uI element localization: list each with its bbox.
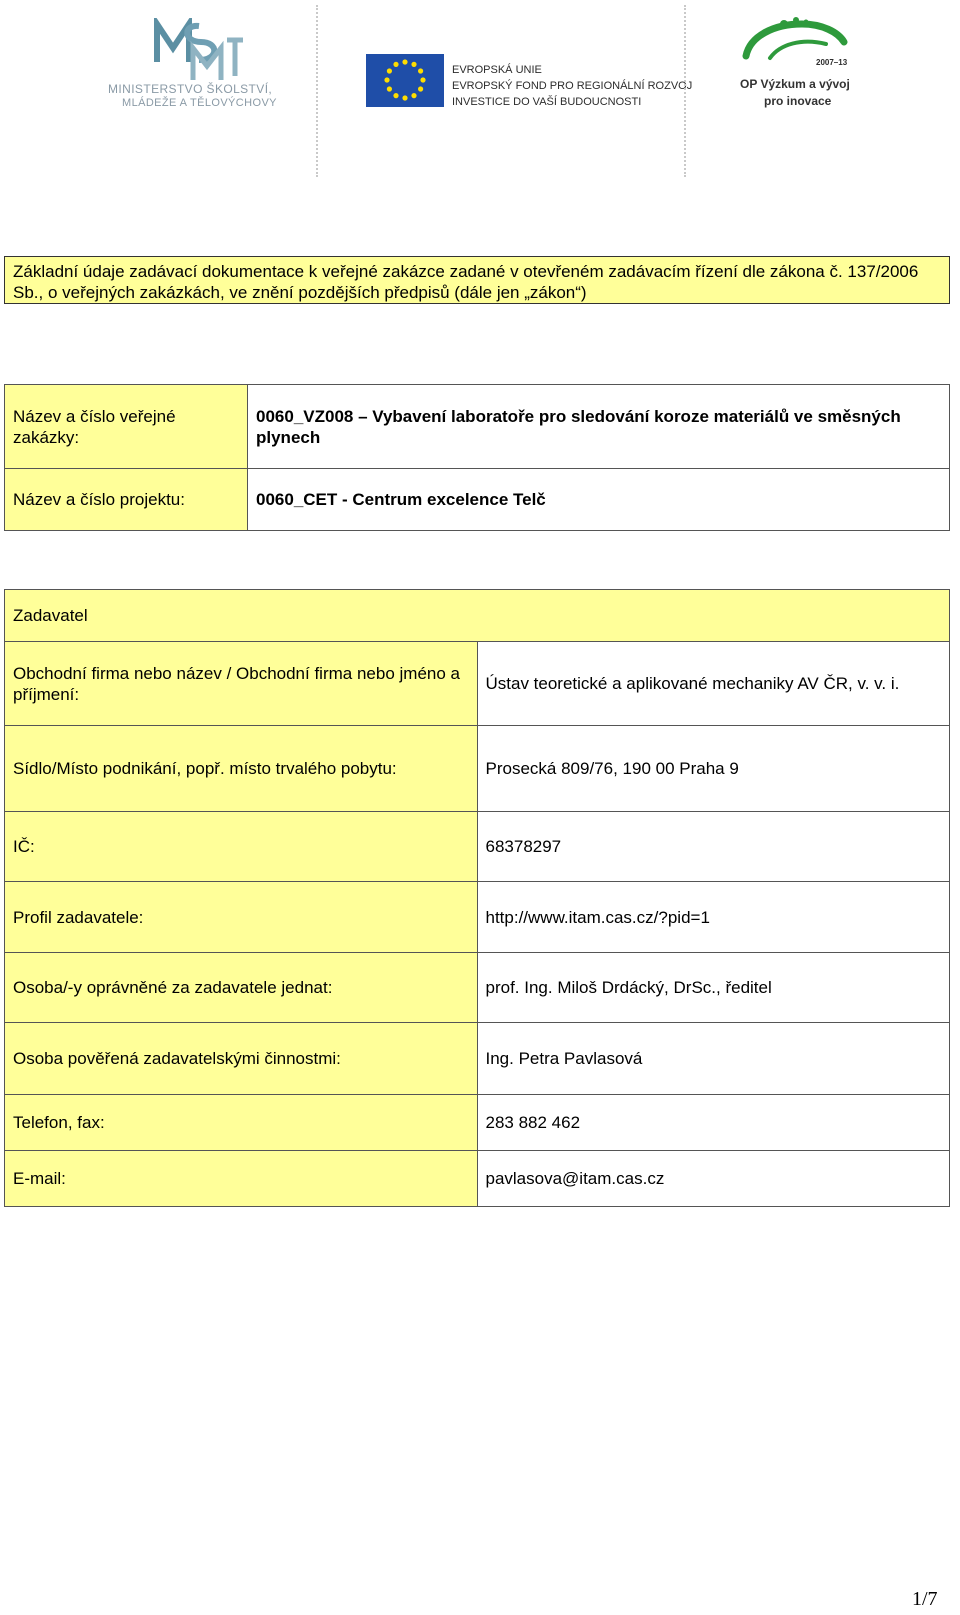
table-row	[5, 469, 950, 531]
eu-line3: INVESTICE DO VAŠÍ BUDOUCNOSTI	[452, 96, 642, 108]
op-vavpi-logo	[740, 14, 870, 114]
document-title: Základní údaje zadávací dokumentace k veřejné zakázce zadané v otevřeném zadávacím řízení dle zákona č. 137/2006 Sb., o veřejných zakázkách, ve znění pozdějších předpisů (dále jen „zákon“)	[4, 256, 950, 304]
phone-label: Telefon, fax:	[5, 1095, 478, 1151]
table-row	[5, 953, 950, 1023]
section-heading: Zadavatel	[5, 590, 950, 642]
delegated-person-value: Ing. Petra Pavlasová	[477, 1023, 950, 1095]
profile-label: Profil zadavatele:	[5, 882, 478, 953]
msmt-line1: MINISTERSTVO ŠKOLSTVÍ,	[108, 82, 273, 96]
table-row	[5, 642, 950, 726]
contracting-authority-table	[4, 589, 950, 1207]
authorized-person-value: prof. Ing. Miloš Drdácký, DrSc., ředitel	[477, 953, 950, 1023]
ic-value: 68378297	[477, 812, 950, 882]
table-row	[5, 385, 950, 469]
logo-divider	[684, 5, 686, 177]
contract-table	[4, 384, 950, 531]
table-row	[5, 590, 950, 642]
op-line1: OP Výzkum a vývoj	[740, 77, 850, 91]
eu-text	[452, 62, 692, 110]
msmt-logo	[108, 18, 298, 110]
table-row	[5, 726, 950, 812]
logo-bar	[0, 0, 960, 180]
ic-label: IČ:	[5, 812, 478, 882]
msmt-line2: MLÁDEŽE A TĚLOVÝCHOVY	[122, 97, 277, 109]
eu-line2: EVROPSKÝ FOND PRO REGIONÁLNÍ ROZVOJ	[452, 80, 693, 92]
table-row	[5, 1023, 950, 1095]
firm-value: Ústav teoretické a aplikované mechaniky AV ČR, v. v. i.	[477, 642, 950, 726]
table-row	[5, 812, 950, 882]
project-value: 0060_CET - Centrum excelence Telč	[248, 469, 950, 531]
msmt-logo-icon	[153, 18, 243, 80]
email-link[interactable]: pavlasova@itam.cas.cz	[477, 1151, 950, 1207]
table-row	[5, 1095, 950, 1151]
phone-value: 283 882 462	[477, 1095, 950, 1151]
contract-name-value: 0060_VZ008 – Vybavení laboratoře pro sledování koroze materiálů ve směsných plynech	[248, 385, 950, 469]
seat-label: Sídlo/Místo podnikání, popř. místo trvalého pobytu:	[5, 726, 478, 812]
logo-divider	[316, 5, 318, 177]
project-label: Název a číslo projektu:	[5, 469, 248, 531]
op-line2: pro inovace	[764, 94, 832, 108]
table-row	[5, 882, 950, 953]
profile-link[interactable]: http://www.itam.cas.cz/?pid=1	[477, 882, 950, 953]
page-number: 1/7	[912, 1588, 938, 1610]
seat-value: Prosecká 809/76, 190 00 Praha 9	[477, 726, 950, 812]
contract-name-label: Název a číslo veřejné zakázky:	[5, 385, 248, 469]
op-years: 2007–13	[816, 58, 848, 67]
delegated-person-label: Osoba pověřená zadavatelskými činnostmi:	[5, 1023, 478, 1095]
firm-label: Obchodní firma nebo název / Obchodní firma nebo jméno a příjmení:	[5, 642, 478, 726]
table-row	[5, 1151, 950, 1207]
email-label: E-mail:	[5, 1151, 478, 1207]
eu-flag-icon	[366, 54, 444, 107]
eu-line1: EVROPSKÁ UNIE	[452, 64, 542, 76]
authorized-person-label: Osoba/-y oprávněné za zadavatele jednat:	[5, 953, 478, 1023]
